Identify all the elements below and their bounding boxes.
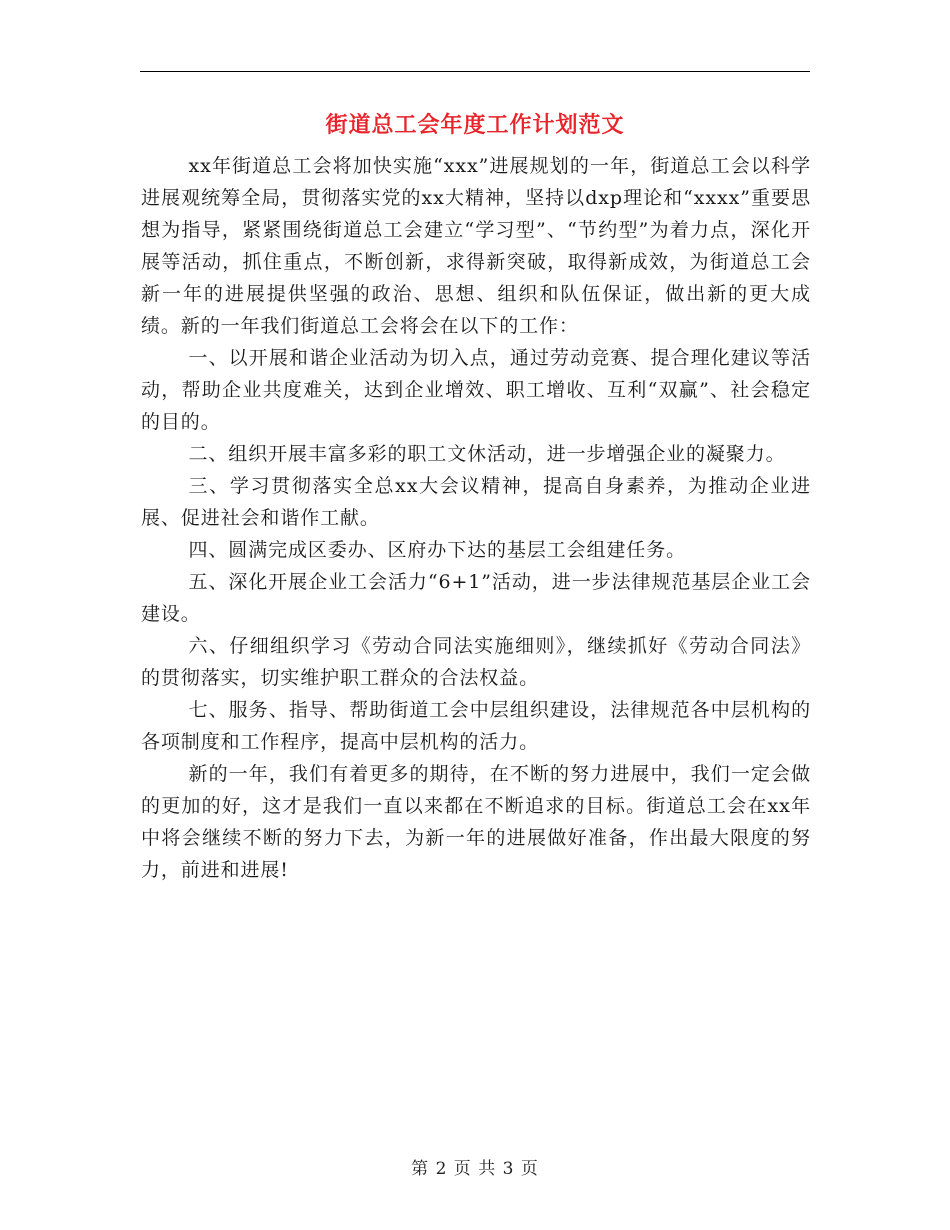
list-item: 四、圆满完成区委办、区府办下达的基层工会组建任务。	[188, 539, 687, 561]
list-item: 三、学习贯彻落实全总xx大会议精神，提高自身素养，为推动企业进展、促进社会和谐作工献。	[141, 475, 811, 529]
page-number: 第 2 页 共 3 页	[411, 1159, 539, 1179]
intro-paragraph: xx年街道总工会将加快实施“xxx”进展规划的一年，街道总工会以科学进展观统筹全局，贯彻落实党的xx大精神，坚持以dxp理论和“xxxx”重要思想为指导，紧紧围绕街道总工会建立“学习型”、“节约型”为着力点，深化开展等活动，抓住重点，不断创新，求得新突破，取得新成效，为街道总工会新一年的进展提供坚强的政治、思想、组织和队伍保证，做出新的更大成绩。新的一年我们街道总工会将会在以下的工作：	[141, 155, 811, 337]
list-item: 二、组织开展丰富多彩的职工文休活动，进一步增强企业的凝聚力。	[188, 443, 786, 465]
list-item: 一、以开展和谐企业活动为切入点，通过劳动竞赛、提合理化建议等活动，帮助企业共度难关，达到企业增效、职工增收、互利“双赢”、社会稳定的目的。	[141, 347, 811, 433]
list-item: 五、深化开展企业工会活力“6+1”活动，进一步法律规范基层企业工会建设。	[141, 571, 811, 625]
header-rule	[140, 71, 810, 72]
document-body	[141, 150, 811, 886]
closing-paragraph: 新的一年，我们有着更多的期待，在不断的努力进展中，我们一定会做的更加的好，这才是我们一直以来都在不断追求的目标。街道总工会在xx年中将会继续不断的努力下去，为新一年的进展做好准备，作出最大限度的努力，前进和进展!	[141, 763, 811, 881]
list-item: 六、仔细组织学习《劳动合同法实施细则》，继续抓好《劳动合同法》的贯彻落实，切实维护职工群众的合法权益。	[141, 635, 811, 689]
document-title: 街道总工会年度工作计划范文	[325, 112, 625, 138]
list-item: 七、服务、指导、帮助街道工会中层组织建设，法律规范各中层机构的各项制度和工作程序，提高中层机构的活力。	[141, 699, 811, 753]
